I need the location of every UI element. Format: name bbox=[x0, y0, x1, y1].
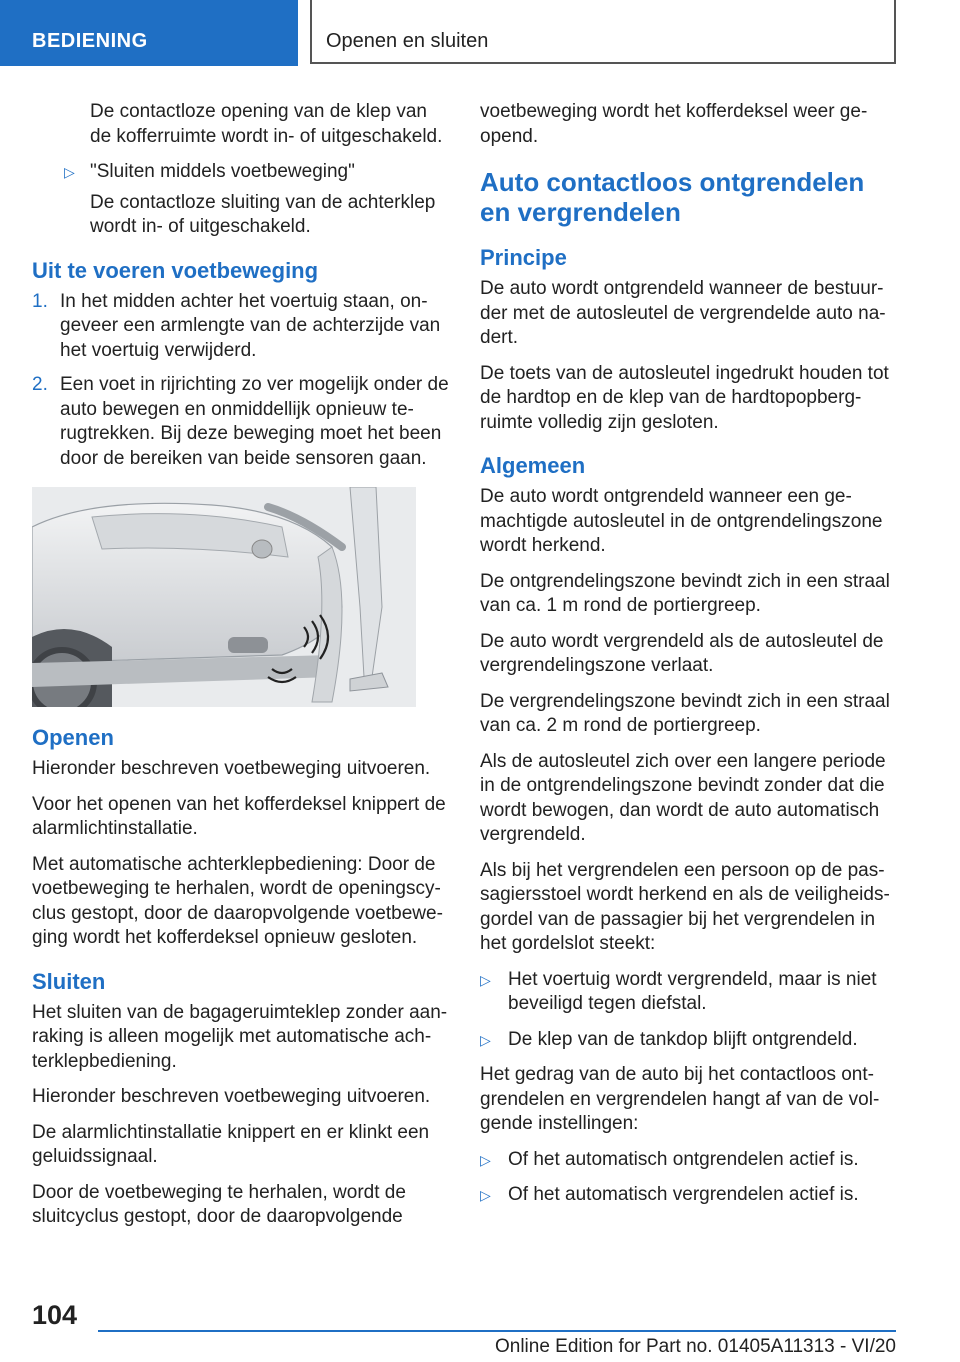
paragraph: Als bij het vergrendelen een persoon op de passagiersstoel wordt herkend en als de veiligheidsgordel van de passagier bij het vergrendelen in het gordelslot steekt: bbox=[480, 859, 890, 954]
step-text: Een voet in rijrichting zo ver mogelijk onder de auto bewegen en onmiddellijk opnieuw terugtrekken. Bij deze beweging moet het been door de bereiken van beide sensoren gaan. bbox=[60, 374, 449, 469]
list-item bbox=[32, 160, 450, 240]
list-item bbox=[480, 1148, 896, 1173]
paragraph: Het gedrag van de auto bij het contactloos ontgrendelen en vergrendelen hangt af van de volgende instellingen: bbox=[480, 1064, 880, 1134]
step-text: In het midden achter het voertuig staan, ongeveer een armlengte van de achterzijde van het voertuig verwijderd. bbox=[60, 290, 441, 361]
heading-sluiten: Sluiten bbox=[32, 968, 106, 994]
paragraph: Door de voetbeweging te herhalen, wordt de sluitcyclus gestopt, door de daaropvolgende bbox=[32, 1181, 406, 1227]
footer-edition: Online Edition for Part no. 01405A11313 - VI/20 bbox=[494, 1336, 896, 1357]
bullet-text: De contactloze sluiting van de achterklep wordt in- of uitgeschakeld. bbox=[90, 191, 436, 237]
bullet-triangle-icon: ▷ bbox=[480, 1187, 491, 1203]
bullet-text: De klep van de tankdop blijft ontgrendeld. bbox=[508, 1028, 858, 1050]
bullet-text: Het voertuig wordt vergrendeld, maar is niet beveiligd tegen diefstal. bbox=[508, 968, 877, 1014]
bullet-triangle-icon: ▷ bbox=[480, 971, 491, 988]
paragraph: voetbeweging wordt het kofferdeksel weer geopend. bbox=[480, 101, 868, 147]
paragraph: Met automatische achterklepbediening: Door de voetbeweging te herhalen, wordt de openingscyclus gestopt, door de daaropvolgende voetbeweging wordt het kofferdeksel opnieuw gesloten. bbox=[32, 853, 443, 948]
list-item bbox=[480, 1028, 896, 1053]
heading-contactless: Auto contactloos ontgrendelen en vergrendelen bbox=[480, 167, 865, 227]
step-number: 1. bbox=[32, 290, 48, 312]
bullet-triangle-icon: ▷ bbox=[64, 164, 75, 180]
paragraph: Als de autosleutel zich over een langere periode in de ontgrendelingszone bevindt zonder dat die wordt bewogen, dan wordt de auto automatisch vergrendeld. bbox=[480, 750, 886, 845]
paragraph: De auto wordt ontgrendeld wanneer de bestuurder met de autosleutel de vergrendelde auto nadert. bbox=[480, 278, 886, 348]
heading-foot-movement: Uit te voeren voetbeweging bbox=[32, 257, 319, 283]
intro-text: De contactloze opening van de klep van de kofferruimte wordt in- of uitgeschakeld. bbox=[90, 101, 443, 147]
section-tab bbox=[0, 0, 298, 66]
bullet-text: Of het automatisch vergrendelen actief is. bbox=[508, 1184, 859, 1205]
right-column bbox=[480, 100, 896, 1219]
bullet-title: "Sluiten middels voetbeweging" bbox=[90, 161, 355, 182]
bullet-triangle-icon: ▷ bbox=[480, 1151, 491, 1168]
paragraph: De toets van de autosleutel ingedrukt houden tot de hardtop en de klep van de hardtopopbergruimte volledig zijn gesloten. bbox=[480, 362, 889, 433]
paragraph: De auto wordt vergrendeld als de autosleutel de vergrendelingszone verlaat. bbox=[480, 630, 884, 676]
step-1 bbox=[32, 290, 450, 364]
paragraph: Voor het openen van het kofferdeksel knippert de alarmlichtinstallatie. bbox=[32, 793, 446, 839]
bullet-text: Of het automatisch ontgrendelen actief is. bbox=[508, 1148, 859, 1170]
heading-algemeen: Algemeen bbox=[480, 453, 586, 478]
list-item bbox=[480, 968, 896, 1017]
paragraph: Hieronder beschreven voetbeweging uitvoeren. bbox=[32, 1086, 431, 1107]
left-column bbox=[32, 100, 450, 1241]
paragraph: Het sluiten van de bagageruimteklep zonder aanraking is alleen mogelijk met automatische achterklepbediening. bbox=[32, 1001, 448, 1072]
heading-principe: Principe bbox=[480, 245, 567, 270]
chapter-title: Openen en sluiten bbox=[326, 30, 489, 52]
paragraph: Hieronder beschreven voetbeweging uitvoeren. bbox=[32, 758, 431, 779]
paragraph: De vergrendelingszone bevindt zich in een straal van ca. 2 m rond de portiergreep. bbox=[480, 690, 890, 736]
chapter-header bbox=[310, 0, 896, 64]
step-2 bbox=[32, 373, 450, 471]
paragraph: De ontgrendelingszone bevindt zich in een straal van ca. 1 m rond de portiergreep. bbox=[480, 570, 890, 616]
heading-openen: Openen bbox=[32, 725, 114, 750]
section-title: BEDIENING bbox=[32, 30, 148, 52]
car-rear-illustration-icon bbox=[32, 487, 416, 707]
foot-gesture-illustration bbox=[32, 487, 416, 707]
paragraph: De auto wordt ontgrendeld wanneer een gemachtigde autosleutel in de ontgrendelingszone wordt herkend. bbox=[480, 486, 883, 556]
bullet-triangle-icon: ▷ bbox=[480, 1031, 491, 1048]
paragraph: De alarmlichtinstallatie knippert en er klinkt een geluidssignaal. bbox=[32, 1121, 430, 1167]
list-item bbox=[480, 1183, 896, 1208]
page-number: 104 bbox=[32, 1300, 78, 1330]
step-number: 2. bbox=[32, 374, 48, 395]
footer-divider bbox=[98, 1330, 896, 1332]
